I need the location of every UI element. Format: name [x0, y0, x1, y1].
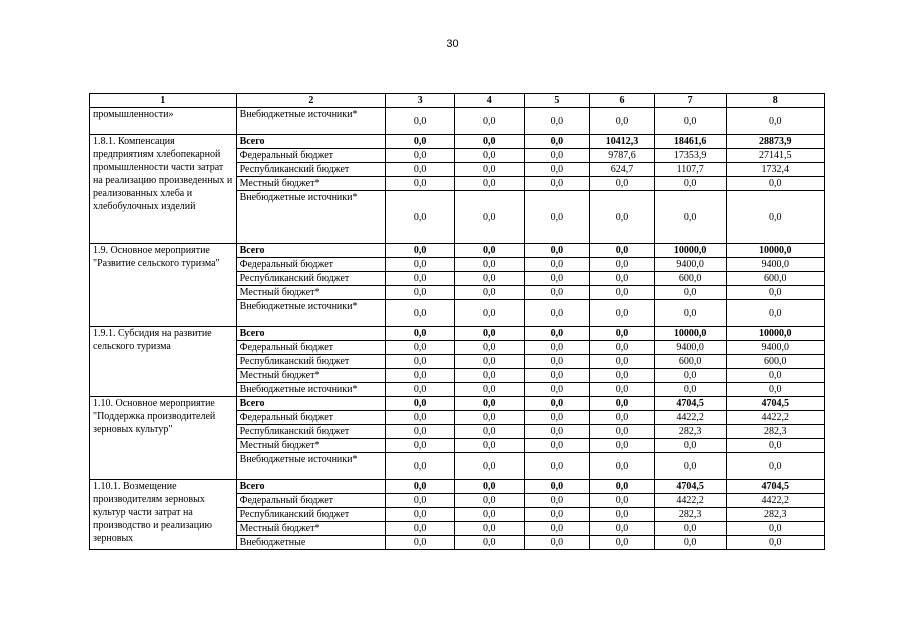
value-cell: 0,0: [386, 480, 455, 494]
value-cell: 282,3: [654, 508, 726, 522]
value-cell: 0,0: [726, 439, 824, 453]
value-cell: 0,0: [590, 286, 655, 300]
value-cell: 0,0: [726, 453, 824, 480]
event-name-cell: 1.8.1. Компенсация предприятиям хлебопекарной промышленности части затрат на реализацию произведенных и реализованных хлеба и хлебобулочных изделий: [90, 135, 237, 244]
value-cell: 0,0: [524, 286, 590, 300]
value-cell: 0,0: [454, 244, 524, 258]
value-cell: 0,0: [454, 355, 524, 369]
value-cell: 4422,2: [654, 494, 726, 508]
value-cell: 0,0: [726, 300, 824, 327]
value-cell: 0,0: [654, 536, 726, 550]
value-cell: 600,0: [654, 355, 726, 369]
funding-source-cell: Местный бюджет*: [236, 439, 386, 453]
budget-table: [89, 93, 825, 550]
table-row: [90, 327, 825, 341]
event-name-cell: 1.10. Основное мероприятие "Поддержка производителей зерновых культур": [90, 397, 237, 480]
value-cell: 0,0: [386, 355, 455, 369]
value-cell: 282,3: [726, 508, 824, 522]
funding-source-cell: Республиканский бюджет: [236, 425, 386, 439]
value-cell: 0,0: [386, 149, 455, 163]
value-cell: 0,0: [454, 453, 524, 480]
value-cell: 0,0: [386, 494, 455, 508]
value-cell: 0,0: [590, 327, 655, 341]
value-cell: 0,0: [386, 163, 455, 177]
value-cell: 0,0: [386, 425, 455, 439]
funding-source-cell: Всего: [236, 480, 386, 494]
value-cell: 0,0: [524, 383, 590, 397]
funding-source-cell: Федеральный бюджет: [236, 341, 386, 355]
value-cell: 0,0: [524, 453, 590, 480]
value-cell: 0,0: [654, 177, 726, 191]
value-cell: 0,0: [386, 397, 455, 411]
value-cell: 0,0: [524, 108, 590, 135]
value-cell: 0,0: [386, 191, 455, 244]
value-cell: 0,0: [590, 108, 655, 135]
value-cell: 0,0: [524, 149, 590, 163]
value-cell: 0,0: [386, 300, 455, 327]
value-cell: 4422,2: [726, 411, 824, 425]
value-cell: 10412,3: [590, 135, 655, 149]
funding-source-cell: Внебюджетные источники*: [236, 108, 386, 135]
value-cell: 10000,0: [726, 327, 824, 341]
table-row: [90, 108, 825, 135]
value-cell: 0,0: [386, 286, 455, 300]
value-cell: 0,0: [386, 439, 455, 453]
table-body: [90, 108, 825, 550]
value-cell: 0,0: [454, 258, 524, 272]
value-cell: 0,0: [454, 177, 524, 191]
value-cell: 0,0: [386, 341, 455, 355]
column-header: 7: [654, 94, 726, 108]
value-cell: 9400,0: [654, 341, 726, 355]
value-cell: 0,0: [454, 508, 524, 522]
value-cell: 0,0: [386, 327, 455, 341]
funding-source-cell: Внебюджетные источники*: [236, 191, 386, 244]
value-cell: 18461,6: [654, 135, 726, 149]
value-cell: 0,0: [524, 244, 590, 258]
value-cell: 4422,2: [654, 411, 726, 425]
value-cell: 0,0: [726, 383, 824, 397]
value-cell: 0,0: [590, 177, 655, 191]
value-cell: 0,0: [654, 300, 726, 327]
value-cell: 0,0: [590, 355, 655, 369]
funding-source-cell: Внебюджетные источники*: [236, 383, 386, 397]
funding-source-cell: Местный бюджет*: [236, 286, 386, 300]
page-number: 30: [446, 38, 459, 50]
value-cell: 9400,0: [726, 341, 824, 355]
value-cell: 0,0: [386, 258, 455, 272]
value-cell: 1107,7: [654, 163, 726, 177]
value-cell: 0,0: [726, 177, 824, 191]
value-cell: 0,0: [454, 272, 524, 286]
column-header: 1: [90, 94, 237, 108]
funding-source-cell: Федеральный бюджет: [236, 258, 386, 272]
column-header: 5: [524, 94, 590, 108]
value-cell: 0,0: [454, 494, 524, 508]
value-cell: 600,0: [654, 272, 726, 286]
value-cell: 0,0: [524, 327, 590, 341]
event-name-cell: 1.10.1. Возмещение производителям зерновых культур части затрат на производство и реализацию зерновых: [90, 480, 237, 550]
value-cell: 0,0: [726, 191, 824, 244]
value-cell: 0,0: [654, 522, 726, 536]
event-name-cell: промышленности»: [90, 108, 237, 135]
value-cell: 0,0: [454, 300, 524, 327]
value-cell: 0,0: [524, 369, 590, 383]
value-cell: 0,0: [590, 480, 655, 494]
value-cell: 0,0: [524, 522, 590, 536]
value-cell: 10000,0: [654, 327, 726, 341]
value-cell: 0,0: [590, 453, 655, 480]
value-cell: 0,0: [726, 536, 824, 550]
value-cell: 0,0: [454, 191, 524, 244]
value-cell: 0,0: [454, 522, 524, 536]
value-cell: 0,0: [386, 522, 455, 536]
funding-source-cell: Федеральный бюджет: [236, 494, 386, 508]
funding-source-cell: Всего: [236, 135, 386, 149]
event-name-cell: 1.9. Основное мероприятие "Развитие сельского туризма": [90, 244, 237, 327]
column-header: 6: [590, 94, 655, 108]
value-cell: 0,0: [454, 341, 524, 355]
value-cell: 0,0: [454, 135, 524, 149]
value-cell: 0,0: [590, 383, 655, 397]
value-cell: 0,0: [524, 536, 590, 550]
value-cell: 282,3: [726, 425, 824, 439]
value-cell: 600,0: [726, 355, 824, 369]
funding-source-cell: Республиканский бюджет: [236, 355, 386, 369]
value-cell: 0,0: [590, 536, 655, 550]
funding-source-cell: Республиканский бюджет: [236, 272, 386, 286]
value-cell: 0,0: [654, 108, 726, 135]
value-cell: 0,0: [590, 369, 655, 383]
value-cell: 0,0: [454, 163, 524, 177]
value-cell: 0,0: [524, 258, 590, 272]
value-cell: 0,0: [524, 494, 590, 508]
value-cell: 4704,5: [726, 480, 824, 494]
value-cell: 0,0: [524, 411, 590, 425]
value-cell: 9400,0: [726, 258, 824, 272]
value-cell: 0,0: [590, 425, 655, 439]
value-cell: 0,0: [454, 439, 524, 453]
value-cell: 4704,5: [654, 397, 726, 411]
header-row: [90, 94, 825, 108]
value-cell: 0,0: [524, 355, 590, 369]
value-cell: 0,0: [590, 439, 655, 453]
value-cell: 0,0: [454, 480, 524, 494]
value-cell: 0,0: [454, 149, 524, 163]
funding-source-cell: Республиканский бюджет: [236, 163, 386, 177]
value-cell: 0,0: [386, 536, 455, 550]
funding-source-cell: Внебюджетные источники*: [236, 300, 386, 327]
value-cell: 0,0: [524, 397, 590, 411]
value-cell: 0,0: [454, 397, 524, 411]
value-cell: 4422,2: [726, 494, 824, 508]
value-cell: 0,0: [386, 135, 455, 149]
funding-source-cell: Местный бюджет*: [236, 177, 386, 191]
value-cell: 0,0: [454, 425, 524, 439]
value-cell: 0,0: [654, 383, 726, 397]
value-cell: 0,0: [386, 272, 455, 286]
value-cell: 0,0: [590, 411, 655, 425]
funding-source-cell: Всего: [236, 244, 386, 258]
table-row: [90, 480, 825, 494]
value-cell: 0,0: [726, 286, 824, 300]
value-cell: 0,0: [386, 369, 455, 383]
funding-source-cell: Федеральный бюджет: [236, 149, 386, 163]
table-row: [90, 244, 825, 258]
value-cell: 10000,0: [654, 244, 726, 258]
value-cell: 0,0: [590, 397, 655, 411]
funding-source-cell: Внебюджетные источники*: [236, 453, 386, 480]
value-cell: 0,0: [386, 108, 455, 135]
funding-source-cell: Местный бюджет*: [236, 522, 386, 536]
value-cell: 0,0: [590, 191, 655, 244]
value-cell: 0,0: [386, 383, 455, 397]
value-cell: 0,0: [386, 453, 455, 480]
table-row: [90, 397, 825, 411]
value-cell: 0,0: [454, 108, 524, 135]
value-cell: 0,0: [386, 177, 455, 191]
value-cell: 28873,9: [726, 135, 824, 149]
value-cell: 0,0: [524, 341, 590, 355]
table-row: [90, 135, 825, 149]
value-cell: 0,0: [524, 439, 590, 453]
value-cell: 0,0: [654, 286, 726, 300]
value-cell: 0,0: [524, 163, 590, 177]
funding-source-cell: Всего: [236, 397, 386, 411]
value-cell: 0,0: [726, 522, 824, 536]
value-cell: 0,0: [590, 272, 655, 286]
value-cell: 600,0: [726, 272, 824, 286]
value-cell: 0,0: [386, 508, 455, 522]
value-cell: 0,0: [454, 536, 524, 550]
value-cell: 0,0: [524, 480, 590, 494]
funding-source-cell: Внебюджетные: [236, 536, 386, 550]
value-cell: 0,0: [454, 286, 524, 300]
value-cell: 0,0: [590, 300, 655, 327]
value-cell: 0,0: [590, 494, 655, 508]
value-cell: 0,0: [726, 108, 824, 135]
value-cell: 0,0: [654, 369, 726, 383]
value-cell: 0,0: [386, 411, 455, 425]
value-cell: 9787,6: [590, 149, 655, 163]
funding-source-cell: Республиканский бюджет: [236, 508, 386, 522]
value-cell: 0,0: [654, 191, 726, 244]
value-cell: 0,0: [590, 258, 655, 272]
column-header: 2: [236, 94, 386, 108]
value-cell: 624,7: [590, 163, 655, 177]
value-cell: 0,0: [524, 272, 590, 286]
value-cell: 0,0: [454, 383, 524, 397]
value-cell: 0,0: [590, 244, 655, 258]
value-cell: 1732,4: [726, 163, 824, 177]
value-cell: 4704,5: [654, 480, 726, 494]
value-cell: 10000,0: [726, 244, 824, 258]
value-cell: 9400,0: [654, 258, 726, 272]
value-cell: 0,0: [454, 369, 524, 383]
value-cell: 0,0: [524, 191, 590, 244]
value-cell: 0,0: [590, 522, 655, 536]
event-name-cell: 1.9.1. Субсидия на развитие сельского туризма: [90, 327, 237, 397]
column-header: 4: [454, 94, 524, 108]
value-cell: 0,0: [524, 177, 590, 191]
value-cell: 0,0: [654, 453, 726, 480]
column-header: 3: [386, 94, 455, 108]
value-cell: 0,0: [524, 300, 590, 327]
value-cell: 0,0: [726, 369, 824, 383]
value-cell: 0,0: [590, 508, 655, 522]
value-cell: 0,0: [386, 244, 455, 258]
value-cell: 0,0: [524, 508, 590, 522]
value-cell: 4704,5: [726, 397, 824, 411]
value-cell: 0,0: [590, 341, 655, 355]
value-cell: 0,0: [654, 439, 726, 453]
value-cell: 0,0: [454, 327, 524, 341]
value-cell: 0,0: [524, 425, 590, 439]
funding-source-cell: Местный бюджет*: [236, 369, 386, 383]
value-cell: 0,0: [454, 411, 524, 425]
funding-source-cell: Всего: [236, 327, 386, 341]
value-cell: 27141,5: [726, 149, 824, 163]
value-cell: 282,3: [654, 425, 726, 439]
value-cell: 0,0: [524, 135, 590, 149]
column-header: 8: [726, 94, 824, 108]
funding-source-cell: Федеральный бюджет: [236, 411, 386, 425]
value-cell: 17353,9: [654, 149, 726, 163]
